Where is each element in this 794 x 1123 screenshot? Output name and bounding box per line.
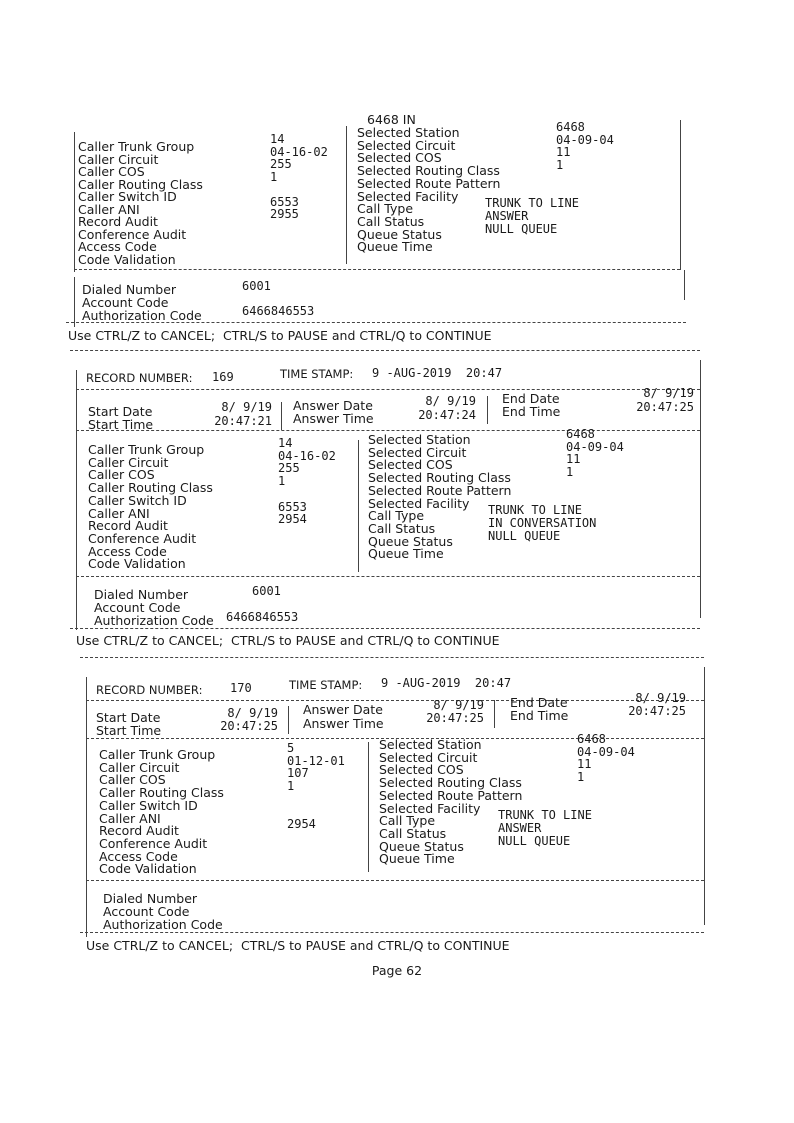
call-record [0,652,794,972]
start-time-value: 20:47:25 [220,719,278,733]
timestamp-label: TIME STAMP: [280,367,354,381]
selected-field-value: 04-09-04 [566,439,624,454]
dialed-number-label: Dialed Number [103,891,198,906]
end-date-label: End Date [502,391,560,406]
answer-time-value: 20:47:24 [418,408,476,422]
caller-field-label: Conference Audit [88,530,197,546]
divider-line [76,576,700,577]
start-time-value: 20:47:21 [214,414,272,428]
selected-field-value: 04-09-04 [556,132,614,147]
divider-line [70,350,700,351]
authorization-code-label: Authorization Code [82,308,202,323]
selected-field-label: Call Status [368,520,436,536]
caller-field-label: Access Code [99,848,178,864]
account-code-label: Account Code [103,904,190,919]
selected-field-label: Queue Time [357,239,433,255]
caller-field-value: 2954 [278,512,307,527]
selected-field-value: 6468 [566,427,595,441]
caller-field-value: 04-16-02 [270,144,328,159]
record-number-value: 170 [230,681,252,695]
selected-field-label: Selected Routing Class [357,163,500,179]
end-date-value: 8/ 9/19 [643,386,694,400]
column-divider [288,706,289,734]
divider-line [80,932,704,933]
timestamp-label: TIME STAMP: [289,678,363,692]
selected-field-value: NULL QUEUE [485,221,558,236]
start-date-value: 8/ 9/19 [227,706,278,720]
caller-field-label: Caller Trunk Group [99,747,216,762]
caller-field-label: Caller Routing Class [88,480,213,496]
selected-field-label: Call Status [357,213,425,229]
caller-field-label: Code Validation [78,251,176,267]
answer-date-value: 8/ 9/19 [425,394,476,408]
selected-field-label: Selected COS [379,762,464,778]
selected-field-label: Selected Circuit [357,137,456,153]
caller-field-value: 107 [287,766,309,781]
divider-line [80,657,704,658]
caller-field-value: 04-16-02 [278,448,336,463]
caller-field-label: Caller Circuit [88,454,169,470]
selected-field-label: Selected Facility [357,188,459,204]
selected-field-label: Call Type [368,508,425,524]
right-border [704,667,705,925]
selected-field-value: NULL QUEUE [488,528,561,543]
record-number-value: 169 [212,370,234,384]
caller-field-label: Caller Trunk Group [88,442,205,457]
selected-field-label: Queue Status [379,838,464,854]
caller-field-label: Caller COS [99,772,166,788]
caller-field-label: Access Code [78,239,157,255]
start-date-label: Start Date [96,710,161,725]
selected-field-label: Call Status [379,825,447,841]
start-date-label: Start Date [88,404,153,419]
caller-field-label: Caller Routing Class [78,176,203,192]
answer-time-label: Answer Time [303,716,384,731]
authorization-code-value: 6466846553 [242,304,315,318]
caller-field-label: Caller COS [78,164,145,180]
selected-field-label: Selected Route Pattern [379,787,523,803]
end-time-value: 20:47:25 [636,400,694,414]
selected-field-label: Selected Routing Class [379,775,522,791]
start-time-label: Start Time [96,723,162,738]
caller-field-label: Caller Circuit [99,759,180,775]
selected-field-value: 6468 [556,120,585,134]
selected-field-label: Selected COS [368,457,453,473]
selected-field-value: 1 [566,465,574,480]
selected-field-label: Selected Circuit [379,749,478,765]
caller-field-value: 6553 [270,194,299,209]
caller-field-value: 2955 [270,207,299,222]
divider-line [74,269,680,270]
selected-field-label: Selected Routing Class [368,470,511,486]
caller-field-label: Code Validation [88,556,186,572]
caller-field-label: Caller ANI [78,201,140,217]
account-code-label: Account Code [82,295,169,310]
end-date-label: End Date [510,695,568,710]
selected-field-value: 11 [566,452,581,467]
selected-field-label: Queue Time [379,851,455,867]
keyboard-prompt: Use CTRL/Z to CANCEL; CTRL/S to PAUSE and CTRL/Q to CONTINUE [68,328,492,343]
left-border [74,277,75,327]
dialed-number-label: Dialed Number [94,587,189,602]
call-record [0,345,794,665]
divider-line [70,628,700,629]
start-date-value: 8/ 9/19 [221,400,272,414]
right-border [684,270,685,300]
dialed-number-label: Dialed Number [82,282,177,297]
left-border [76,370,77,630]
column-divider [368,742,369,872]
selected-field-label: Selected COS [357,150,442,166]
caller-field-label: Caller ANI [99,810,161,826]
timestamp-value: 9 -AUG-2019 20:47 [372,366,503,380]
right-border [700,360,701,618]
caller-field-label: Code Validation [99,861,197,877]
answer-time-value: 20:47:25 [426,711,484,725]
selected-field-label: Call Type [379,813,436,829]
caller-field-label: Caller ANI [88,505,150,521]
caller-field-value: 1 [270,169,278,184]
selected-field-label: Selected Station [357,125,460,140]
selected-field-label: Selected Route Pattern [357,175,501,191]
caller-field-value: 1 [287,779,295,794]
keyboard-prompt: Use CTRL/Z to CANCEL; CTRL/S to PAUSE and CTRL/Q to CONTINUE [86,938,510,953]
caller-field-label: Caller Switch ID [88,492,187,508]
authorization-code-label: Authorization Code [94,613,214,628]
selected-field-label: Selected Facility [379,800,481,816]
selected-field-label: Selected Station [379,737,482,752]
caller-field-label: Access Code [88,543,167,559]
selected-field-label: Queue Status [357,226,442,242]
record-number-label: RECORD NUMBER: [86,371,193,385]
caller-field-label: Caller Circuit [78,151,159,167]
caller-field-label: Record Audit [88,518,168,534]
authorization-code-value: 6466846553 [226,610,299,624]
account-code-label: Account Code [94,600,181,615]
start-time-label: Start Time [88,417,154,432]
left-border [74,132,75,272]
selected-field-value: IN CONVERSATION [488,515,597,530]
selected-field-value: 11 [556,145,571,160]
caller-field-value: 2954 [287,817,316,832]
dialed-number-value: 6001 [252,584,281,598]
selected-field-label: Selected Facility [368,495,470,511]
timestamp-value: 9 -AUG-2019 20:47 [381,676,512,690]
selected-field-value: 04-09-04 [577,744,635,759]
selected-field-value: ANSWER [485,208,529,223]
caller-field-label: Caller Trunk Group [78,139,195,154]
selected-field-value: 1 [556,158,564,173]
caller-field-value: 14 [278,436,293,450]
caller-field-label: Caller Routing Class [99,785,224,801]
selected-field-value: TRUNK TO LINE [488,503,582,518]
selected-field-value: ANSWER [498,820,542,835]
column-divider [358,440,359,572]
caller-field-label: Caller Switch ID [99,797,198,813]
caller-field-label: Record Audit [99,823,179,839]
caller-field-value: 1 [278,474,286,489]
incoming-station: 6468 IN [367,112,416,127]
column-divider [487,396,488,424]
authorization-code-label: Authorization Code [103,917,223,932]
selected-field-value: TRUNK TO LINE [498,808,592,823]
selected-field-label: Queue Time [368,546,444,562]
caller-field-value: 01-12-01 [287,753,345,768]
selected-field-label: Selected Route Pattern [368,482,512,498]
selected-field-label: Selected Circuit [368,444,467,460]
answer-date-label: Answer Date [303,702,383,717]
divider-line [76,430,700,431]
caller-field-label: Conference Audit [99,835,208,851]
keyboard-prompt: Use CTRL/Z to CANCEL; CTRL/S to PAUSE and CTRL/Q to CONTINUE [76,633,500,648]
end-date-value: 8/ 9/19 [635,691,686,705]
answer-date-value: 8/ 9/19 [433,698,484,712]
left-border [86,677,87,937]
caller-field-value: 5 [287,741,295,755]
record-number-label: RECORD NUMBER: [96,683,203,697]
caller-field-label: Caller COS [88,467,155,483]
page-number: Page 62 [371,963,423,978]
caller-field-value: 255 [270,157,292,172]
caller-field-value: 14 [270,132,285,146]
column-divider [346,126,347,264]
answer-date-label: Answer Date [293,398,373,413]
column-divider [494,700,495,728]
caller-field-label: Caller Switch ID [78,189,177,205]
right-border [680,120,681,270]
caller-field-value: 255 [278,461,300,476]
caller-field-value: 6553 [278,499,307,514]
selected-field-label: Queue Status [368,533,453,549]
column-divider [281,402,282,430]
selected-field-value: 11 [577,757,592,772]
answer-time-label: Answer Time [293,411,374,426]
selected-field-value: NULL QUEUE [498,833,571,848]
selected-field-value: 1 [577,770,585,785]
selected-field-value: TRUNK TO LINE [485,196,579,211]
end-time-value: 20:47:25 [628,704,686,718]
divider-line [86,880,704,881]
end-time-label: End Time [502,404,561,419]
end-time-label: End Time [510,708,569,723]
caller-field-label: Record Audit [78,214,158,230]
caller-field-label: Conference Audit [78,226,187,242]
divider-line [66,322,686,323]
dialed-number-value: 6001 [242,279,271,293]
selected-field-value: 6468 [577,732,606,746]
selected-field-label: Selected Station [368,432,471,447]
selected-field-label: Call Type [357,201,414,217]
